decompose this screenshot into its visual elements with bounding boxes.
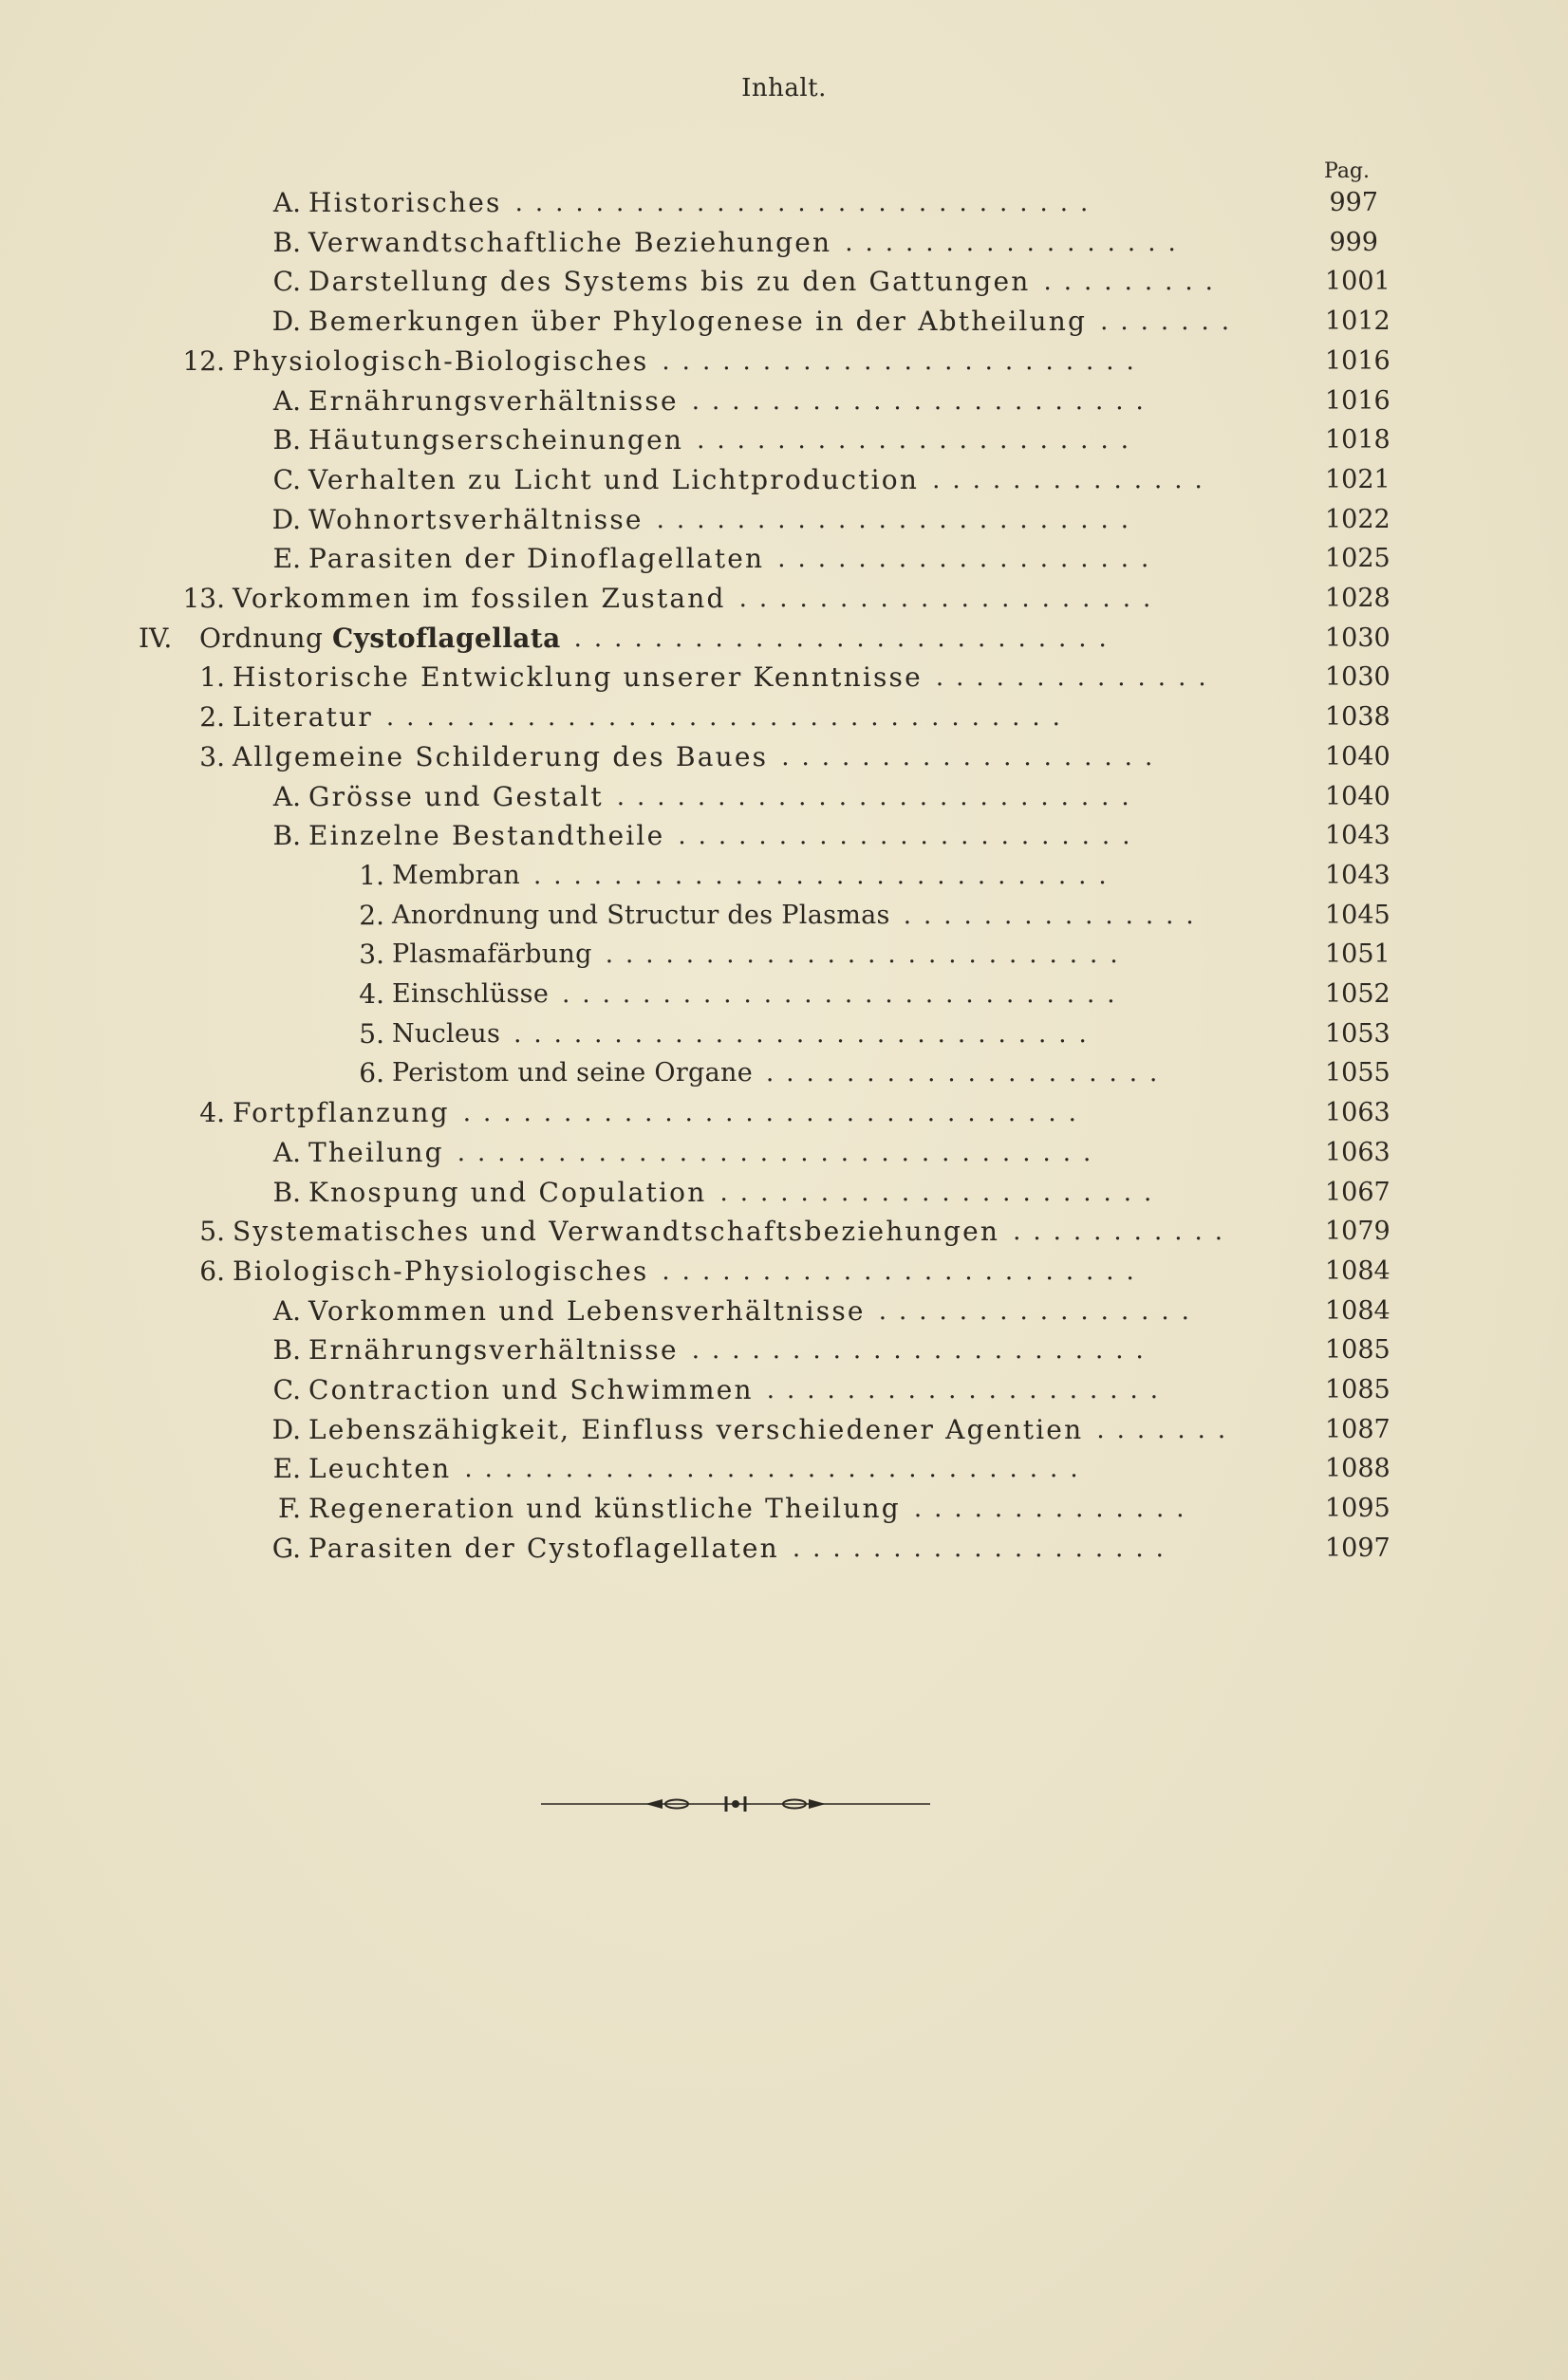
toc-entry [0, 1450, 1391, 1488]
entry-title: Grösse und Gestalt [308, 780, 604, 812]
entry-page: 1084 [1325, 1295, 1391, 1326]
entry-page: 1040 [1325, 741, 1391, 772]
entry-title: Historisches [308, 187, 502, 218]
dot-leader: .......................... [616, 782, 1142, 811]
entry-page: 1055 [1325, 1058, 1391, 1088]
toc-entry [0, 1253, 1391, 1291]
entry-number: B. [272, 424, 301, 456]
entry-number: B. [272, 226, 301, 258]
toc-entry [0, 976, 1391, 1013]
dot-leader: ......... [1043, 268, 1225, 297]
page-column-label: Pag. [1324, 159, 1371, 183]
entry-number: B. [272, 1176, 301, 1208]
entry-page: 1043 [1325, 860, 1391, 890]
entry-title: Einzelne Bestandtheile [308, 820, 665, 852]
entry-number: C. [272, 463, 301, 495]
dot-leader: ................. [845, 228, 1188, 257]
entry-number: 13. [182, 583, 225, 614]
entry-title: Parasiten der Dinoflagellaten [308, 543, 765, 575]
dot-leader: ........................ [662, 1256, 1147, 1286]
toc-entry [0, 343, 1391, 381]
dot-leader: .......................... [605, 940, 1130, 970]
toc-entry [0, 303, 1391, 341]
entry-number: 1. [199, 661, 225, 694]
entry-title: Membran [392, 860, 521, 890]
dot-leader: ...................... [719, 1178, 1165, 1207]
toc-entry [0, 1134, 1391, 1172]
entry-number: D. [271, 306, 301, 338]
dot-leader: ........................ [656, 505, 1142, 534]
dot-leader: ....................... [691, 386, 1156, 416]
entry-title: Darstellung des Systems bis zu den Gattungen [308, 266, 1031, 298]
dot-leader: ............................ [562, 980, 1128, 1009]
entry-number: A. [272, 187, 301, 218]
entry-number: 6. [199, 1255, 225, 1287]
entry-number: 6. [359, 1057, 384, 1089]
dot-leader: ........... [1013, 1218, 1236, 1247]
entry-title: Theilung [308, 1136, 444, 1168]
entry-title: Physiologisch-Biologisches [233, 344, 649, 377]
order-prefix: Ordnung [199, 622, 324, 654]
entry-number: D. [271, 1413, 301, 1445]
entry-page: 1053 [1325, 1018, 1391, 1049]
toc-entry [0, 1530, 1391, 1568]
entry-title: Fortpflanzung [233, 1097, 450, 1129]
dot-leader: .............. [913, 1495, 1197, 1524]
entry-title [199, 620, 561, 658]
toc-entry [0, 1411, 1391, 1449]
entry-page: 1038 [1325, 702, 1391, 733]
entry-page: 1030 [1325, 662, 1391, 693]
entry-title: Häutungserscheinungen [308, 424, 684, 456]
entry-title: Einschlüsse [392, 979, 550, 1009]
toc-entry [0, 382, 1391, 420]
toc-entry [0, 778, 1391, 816]
toc-entry [0, 224, 1378, 262]
dot-leader: ................... [777, 545, 1162, 574]
entry-title: Parasiten der Cystoflagellaten [308, 1532, 779, 1564]
toc-entry [0, 580, 1391, 618]
entry-page: 1052 [1325, 979, 1391, 1009]
entry-number: D. [271, 503, 301, 535]
entry-number: 3. [359, 939, 384, 971]
entry-title: Nucleus [392, 1018, 501, 1049]
entry-number: E. [272, 543, 301, 575]
toc-entry [0, 659, 1391, 697]
entry-number: E. [272, 1453, 301, 1485]
entry-page: 1095 [1325, 1494, 1391, 1524]
dot-leader: ....................... [678, 822, 1143, 851]
entry-number: A. [272, 1294, 301, 1327]
entry-title: Regeneration und künstliche Theilung [308, 1493, 901, 1525]
entry-number: 2. [199, 701, 225, 734]
entry-page: 1087 [1325, 1414, 1391, 1444]
toc-entry [0, 501, 1391, 539]
entry-title: Bemerkungen über Phylogenese in der Abtheilung [308, 306, 1088, 338]
entry-title: Verwandtschaftliche Beziehungen [308, 226, 832, 258]
entry-number: 1. [359, 859, 384, 891]
dot-leader: .................... [766, 1376, 1171, 1404]
toc-entry [0, 1490, 1391, 1528]
toc-entry [0, 540, 1391, 578]
dot-leader: ........................ [662, 346, 1147, 376]
entry-page: 999 [1329, 227, 1378, 257]
dot-leader: ................... [792, 1534, 1176, 1563]
entry-title: Historische Entwicklung unserer Kenntnisse [233, 661, 923, 694]
dot-leader: ............................. [513, 1019, 1099, 1049]
toc-entry [0, 263, 1391, 301]
entry-title: Knospung und Copulation [308, 1176, 707, 1208]
entry-page: 1079 [1325, 1217, 1391, 1247]
entry-number: 12. [182, 344, 225, 377]
divider-ornament [541, 1792, 930, 1816]
entry-number: C. [272, 1374, 301, 1405]
entry-page: 1085 [1325, 1335, 1391, 1366]
entry-page: 1040 [1325, 781, 1391, 811]
dot-leader: ..................... [738, 585, 1164, 613]
entry-page: 1028 [1325, 584, 1391, 613]
entry-page: 1025 [1325, 544, 1391, 574]
entry-title: Biologisch-Physiologisches [233, 1255, 649, 1287]
entry-number: 5. [199, 1216, 225, 1248]
toc-entry [0, 936, 1391, 974]
entry-title: Anordnung und Structur des Plasmas [392, 900, 890, 930]
entry-title: Lebenszähigkeit, Einfluss verschiedener Agentien [308, 1413, 1084, 1445]
entry-title: Systematisches und Verwandtschaftsbeziehungen [233, 1216, 1000, 1248]
entry-title: Ernährungsverhältnisse [308, 384, 679, 417]
toc-entry-order [0, 620, 1391, 658]
toc-entry [0, 1292, 1391, 1330]
toc-entry [0, 1054, 1391, 1092]
entry-number: IV. [139, 622, 173, 654]
toc-entry [0, 897, 1391, 935]
entry-page: 1067 [1325, 1177, 1391, 1207]
dot-leader: ................... [781, 742, 1166, 772]
dot-leader: ............................. [514, 189, 1101, 217]
toc-entry [0, 817, 1391, 855]
entry-number: 5. [359, 1017, 384, 1050]
toc-entry [0, 738, 1391, 776]
entry-page: 1097 [1325, 1533, 1391, 1563]
dot-leader: ....................... [691, 1336, 1156, 1366]
toc-entry [0, 184, 1378, 222]
entry-title: Ernährungsverhältnisse [308, 1334, 679, 1367]
dot-leader: .............. [935, 663, 1219, 693]
entry-page: 1018 [1325, 425, 1391, 456]
entry-number: 4. [199, 1097, 225, 1129]
entry-page: 1051 [1325, 939, 1391, 970]
entry-title: Peristom und seine Organe [392, 1058, 753, 1088]
running-header: Inhalt. [741, 74, 827, 102]
entry-page: 1084 [1325, 1255, 1391, 1286]
toc-entry [0, 698, 1391, 736]
dot-leader: ........................... [573, 623, 1119, 653]
entry-page: 1043 [1325, 821, 1391, 851]
dot-leader: ...................... [697, 426, 1141, 456]
entry-page: 1021 [1325, 464, 1391, 494]
entry-page: 1016 [1325, 385, 1391, 416]
entry-page: 1088 [1325, 1454, 1391, 1484]
entry-title: Vorkommen und Lebensverhältnisse [308, 1294, 866, 1327]
toc-entry [0, 1213, 1391, 1251]
entry-page: 1012 [1325, 307, 1391, 337]
entry-page: 1022 [1325, 504, 1391, 534]
entry-number: A. [272, 384, 301, 417]
entry-title: Wohnortsverhältnisse [308, 503, 644, 535]
dot-leader: ............... [903, 901, 1206, 930]
dot-leader: ............................... [462, 1099, 1089, 1128]
entry-page: 1085 [1325, 1375, 1391, 1404]
toc-entry [0, 857, 1391, 895]
dot-leader: ................ [878, 1296, 1202, 1326]
dot-leader: ............................... [464, 1455, 1091, 1484]
dot-leader: ................................ [457, 1138, 1104, 1167]
entry-page: 1016 [1325, 345, 1391, 376]
entry-page: 1030 [1325, 623, 1391, 653]
entry-page: 1063 [1325, 1098, 1391, 1128]
entry-title: Plasmafärbung [392, 939, 592, 970]
entry-title: Contraction und Schwimmen [308, 1374, 754, 1405]
toc-entry [0, 1015, 1391, 1053]
entry-page: 1001 [1325, 267, 1391, 297]
entry-title: Leuchten [308, 1453, 452, 1485]
entry-number: B. [272, 1334, 301, 1367]
entry-number: A. [272, 780, 301, 812]
entry-number: B. [272, 820, 301, 852]
dot-leader: .............. [932, 465, 1215, 494]
entry-page: 1063 [1325, 1137, 1391, 1167]
entry-number: C. [272, 266, 301, 298]
entry-title: Vorkommen im fossilen Zustand [233, 583, 726, 614]
entry-number: 4. [359, 978, 384, 1010]
toc-entry [0, 461, 1391, 499]
dot-leader: .................................. [385, 703, 1073, 733]
entry-number: G. [271, 1532, 301, 1564]
entry-number: F. [278, 1493, 301, 1525]
entry-title: Verhalten zu Licht und Lichtproduction [308, 463, 920, 495]
entry-number: 3. [199, 740, 225, 772]
entry-number: A. [272, 1136, 301, 1168]
entry-page: 997 [1329, 188, 1378, 217]
toc-entry [0, 1331, 1391, 1369]
dot-leader: ....... [1100, 307, 1241, 337]
toc-entry [0, 1174, 1391, 1212]
entry-number: 2. [359, 899, 384, 931]
entry-title: Allgemeine Schilderung des Baues [233, 740, 769, 772]
order-name: Cystoflagellata [332, 622, 561, 654]
dot-leader: .................... [765, 1059, 1170, 1088]
entry-title: Literatur [233, 701, 373, 734]
toc-entry [0, 1094, 1391, 1132]
toc-entry [0, 1371, 1391, 1409]
dot-leader: ............................. [533, 861, 1119, 890]
entry-page: 1045 [1325, 900, 1391, 930]
toc-entry [0, 421, 1391, 459]
dot-leader: ....... [1096, 1415, 1239, 1444]
